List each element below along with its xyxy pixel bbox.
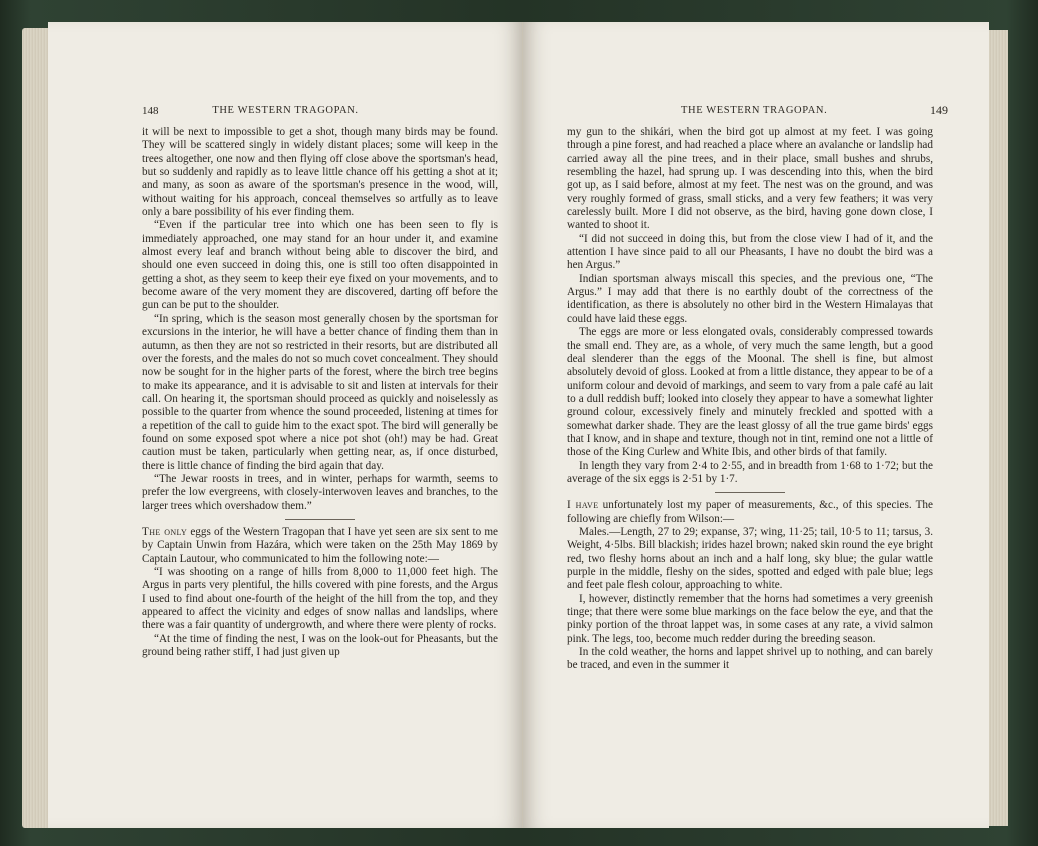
paragraph: “I was shooting on a range of hills from 8,000 to 11,000 feet high. The Argus in parts very plentiful, the hills covered with pine forests, and the Argus I used to find about one-fourth of the height of the hill from the top, and they appeared to affect the vicinity and edges of snow nallas and landslips, where there was a fair quantity of undergrowth, and where there were plenty of rocks. <box>142 566 498 632</box>
paragraph: I, however, distinctly remember that the horns had sometimes a very greenish tinge; that there were some blue markings on the face below the eye, and that the pinky portion of the throat lappet was, in some cases at any rate, a vivid salmon pink. The legs, too, become much redder during the breeding season. <box>567 592 933 645</box>
right-running-title: THE WESTERN TRAGOPAN. <box>681 105 828 116</box>
section-paragraph <box>142 526 498 566</box>
section-rule <box>715 492 785 493</box>
small-caps-lead: I have <box>567 499 599 512</box>
left-page-number: 148 <box>142 105 159 117</box>
paragraph: In the cold weather, the horns and lappet shrivel up to nothing, and can barely be traced, and even in the summer it <box>567 646 933 672</box>
paragraph: it will be next to impossible to get a shot, though many birds may be found. They will be scattered singly in widely distant places; some will keep in the trees altogether, one now and then flying off close above the sportsman's head, but so suddenly and rapidly as to leave little chance off his getting a shot at it; and many, as soon as aware of the sportsman's presence in the wood, will, without waiting for his approach, conceal themselves so artfully as to leave only a bare possibility of his ever finding them. <box>142 126 498 219</box>
right-body-text <box>567 126 933 673</box>
section-paragraph <box>567 499 933 526</box>
paragraph: “At the time of finding the nest, I was on the look-out for Pheasants, but the ground being rather stiff, I had just given up <box>142 632 498 659</box>
paragraph: “Even if the particular tree into which one has been seen to fly is immediately approached, one may stand for an hour under it, and examine almost every leaf and branch without being able to discover the bird, and should one even succeed in doing this, one is still too often disappointed in getting a shot, as they seem to keep their eye fixed on your movements, and to become aware of the very moment they are discovered, darting off before the gun can be put to the shoulder. <box>142 219 498 312</box>
right-page-number: 149 <box>930 103 948 117</box>
paragraph: In length they vary from 2·4 to 2·55, and in breadth from 1·68 to 1·72; but the average of the six eggs is 2·51 by 1·7. <box>567 459 933 485</box>
paragraph: “I did not succeed in doing this, but from the close view I had of it, and the attention I have since paid to all our Pheasants, I have no doubt the bird was a hen Argus.” <box>567 232 933 272</box>
left-body-text <box>142 126 498 659</box>
section-text: unfortunately lost my paper of measurements, &c., of this species. The following are chiefly from Wilson:— <box>567 499 933 525</box>
left-running-title: THE WESTERN TRAGOPAN. <box>212 105 359 116</box>
section-text: eggs of the Western Tragopan that I have yet seen are six sent to me by Captain Unwin from Hazára, which were taken on the 25th May 1869 by Captain Lautour, who communicated to him the following note:— <box>142 525 498 565</box>
book-page-edges-left <box>22 28 50 828</box>
paragraph: The eggs are more or less elongated ovals, considerably compressed towards the small end. They are, as a whole, of very much the same length, but a good deal slenderer than the eggs of the Moonal. The shell is fine, but almost absolutely devoid of gloss. Looked at from a little distance, they appear to be of a uniform colour and devoid of markings, and seem to vary from a pale café au lait to a dull reddish buff; looked into closely they appear to have a somewhat lighter ground colour, excessively finely and minutely freckled and spotted with a somewhat darker shade. They are the least glossy of all the true game birds' eggs that I know, and in shape and texture, though not in tint, remind one not a little of those of the King Curlew and White Ibis, and other birds of that family. <box>567 326 933 459</box>
paragraph: my gun to the shikári, when the bird got up almost at my feet. I was going through a pine forest, and had reached a place where an avalanche or landslip had carried away all the pine trees, and in their place, small bushes and shrubs, resembling the hazel, had sprung up. I was descending into this, when the bird got up, as I said before, almost at my feet. The nest was on the ground, and was very roughly formed of grass, small sticks, and a very few feathers; it was very carelessly built. More I did not observe, as the bird, having gone down close, I wanted to shoot it. <box>567 126 933 232</box>
paragraph: “In spring, which is the season most generally chosen by the sportsman for excursions in the interior, he will have a better chance of finding them than in autumn, as then they are not so restricted in their resorts, but are distributed all over the forests, and the males do not so much covet concealment. They should now be sought for in the higher parts of the forest, where the birch tree begins to make its appearance, and it is advisable to sit and listen at intervals for their call. On hearing it, the sportsman should proceed as quickly and noiselessly as possible to the quarter from whence the sound proceeded, listening at times for a repetition of the call to guide him to the exact spot. The bird will generally be found on some exposed spot where a nice pot shot (oh!) may be had. Great caution must be taken, particularly when getting near, as, if once disturbed, there is little chance of finding the bird again that day. <box>142 312 498 472</box>
paragraph: Indian sportsman always miscall this species, and the previous one, “The Argus.” I may add that there is no earthly doubt of the correctness of the identification, as there is absolutely no other bird in the Western Himalayas that could have laid these eggs. <box>567 272 933 325</box>
paragraph: Males.—Length, 27 to 29; expanse, 37; wing, 11·25; tail, 10·5 to 11; tarsus, 3. Weight, 4·5lbs. Bill blackish; irides hazel brown; naked skin round the eye bright red, two fleshy horns about an inch and a half long, sky blue; the gular wattle purple in the middle, fleshy on the sides, spotted and edged with pale blue; legs and feet pale flesh colour, approaching to white. <box>567 525 933 592</box>
small-caps-lead: The only <box>142 525 188 538</box>
section-rule <box>285 519 355 520</box>
right-page <box>523 22 989 828</box>
paragraph: “The Jewar roosts in trees, and in winter, perhaps for warmth, seems to prefer the low evergreens, with closely-interwoven leaves and branches, to the larger trees which overshadow them.” <box>142 472 498 512</box>
left-page <box>48 22 523 828</box>
book-page-edges-right <box>986 30 1008 826</box>
